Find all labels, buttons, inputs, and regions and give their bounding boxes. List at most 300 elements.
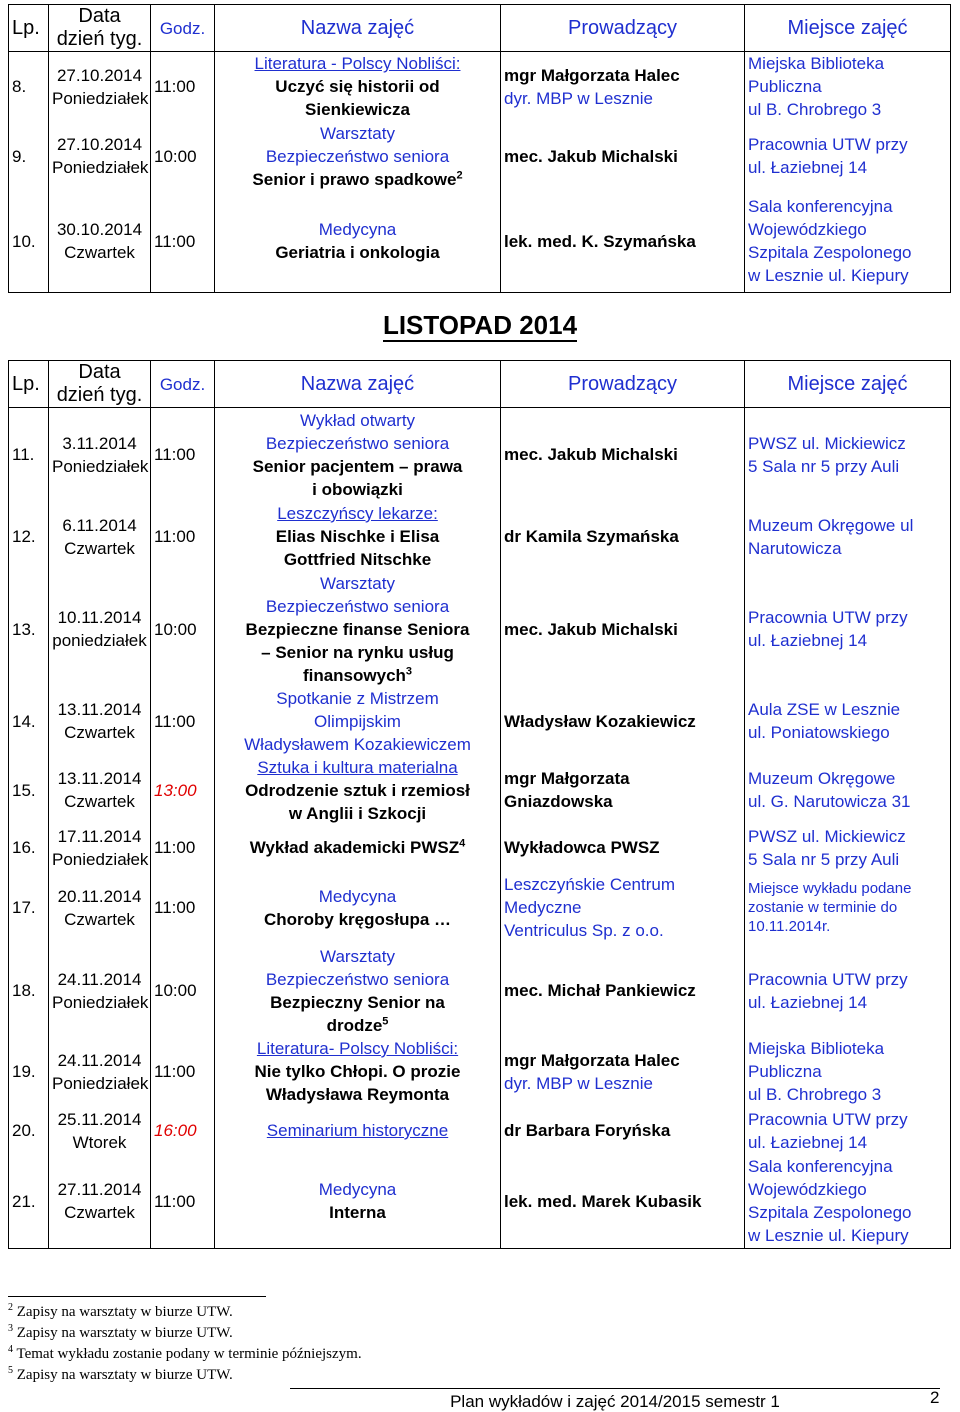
row-number: 9. xyxy=(9,122,49,191)
header-date: Data dzień tyg. xyxy=(49,361,151,408)
title-line xyxy=(218,641,497,664)
place-text: Wojewódzkiego xyxy=(748,220,867,240)
lecturer-text: dr Kamila Szymańska xyxy=(504,527,679,546)
date-value: 17.11.2014 xyxy=(57,826,142,846)
place-line xyxy=(748,1224,947,1247)
place-text: ul. Łaziebnej 14 xyxy=(748,631,868,650)
place-line xyxy=(748,98,947,121)
place-line xyxy=(748,218,947,241)
title-text: Bezpieczne finanse Seniora xyxy=(245,619,470,639)
title-text: Interna xyxy=(329,1203,386,1223)
footnote-ref: 4 xyxy=(459,837,466,850)
place-text: Pracownia UTW przy xyxy=(748,135,908,154)
row-place xyxy=(745,687,951,756)
row-time: 10:00 xyxy=(151,945,215,1037)
footnote-ref: 2 xyxy=(456,168,463,181)
row-lecturer xyxy=(501,871,745,945)
table-row xyxy=(9,572,951,687)
place-line xyxy=(748,195,947,218)
title-line xyxy=(218,572,497,595)
row-place xyxy=(745,1107,951,1155)
title-line xyxy=(218,945,497,968)
place-line xyxy=(748,1083,947,1106)
row-date xyxy=(49,756,151,825)
title-line xyxy=(218,779,497,802)
date-value: 10.11.2014 xyxy=(57,608,142,627)
row-place xyxy=(745,756,951,825)
date-value: 25.11.2014 xyxy=(57,1109,142,1129)
title-line xyxy=(218,548,497,571)
row-date xyxy=(49,572,151,687)
date-value: 3.11.2014 xyxy=(62,433,137,453)
date-value: 20.11.2014 xyxy=(57,886,142,906)
place-text: ul B. Chrobrego 3 xyxy=(748,1085,882,1104)
row-place xyxy=(745,945,951,1037)
title-line xyxy=(218,1178,497,1201)
header-time: Godz. xyxy=(151,5,215,52)
place-text: Muzeum Okręgowe xyxy=(748,769,896,788)
row-time: 11:00 xyxy=(151,502,215,572)
lecturer-text: mec. Jakub Michalski xyxy=(504,146,678,166)
lecturer-line xyxy=(504,710,741,733)
weekday: Wtorek xyxy=(72,1132,127,1152)
title-text: Warsztaty xyxy=(320,573,395,593)
place-line xyxy=(748,968,947,991)
lecturer-line xyxy=(504,979,741,1002)
place-line xyxy=(748,156,947,179)
place-text: PWSZ ul. Mickiewicz xyxy=(748,433,906,453)
row-number: 10. xyxy=(9,191,49,293)
place-text: ul. Łaziebnej 14 xyxy=(748,992,868,1012)
row-number: 13. xyxy=(9,572,49,687)
place-line xyxy=(748,133,947,156)
row-date xyxy=(49,52,151,122)
footnote-number: 3 xyxy=(8,1323,13,1334)
row-place xyxy=(745,1155,951,1249)
row-title xyxy=(215,122,501,191)
date-value: 13.11.2014 xyxy=(57,769,142,788)
october-rows xyxy=(9,52,951,293)
row-time: 11:00 xyxy=(151,871,215,945)
title-text: finansowych xyxy=(302,665,406,685)
place-line xyxy=(748,75,947,98)
title-text: w Anglii i Szkocji xyxy=(288,803,427,823)
place-line xyxy=(748,848,947,871)
row-title xyxy=(215,945,501,1037)
date-value: 30.10.2014 xyxy=(56,220,143,240)
title-text: Leszczyńscy lekarze: xyxy=(277,504,438,523)
place-text: 5 Sala nr 5 przy Auli xyxy=(748,456,900,476)
row-place xyxy=(745,825,951,871)
row-date xyxy=(49,191,151,293)
row-place xyxy=(745,191,951,293)
place-text: ul. G. Narutowicza 31 xyxy=(748,792,911,811)
lecturer-line xyxy=(504,896,741,919)
place-text: PWSZ ul. Mickiewicz xyxy=(748,826,906,846)
row-time: 11:00 xyxy=(151,687,215,756)
weekday: Poniedziałek xyxy=(52,1073,149,1093)
row-lecturer xyxy=(501,945,745,1037)
row-number: 8. xyxy=(9,52,49,122)
title-text: Nie tylko Chłopi. O prozie xyxy=(254,1062,461,1081)
footnote-text: Zapisy na warsztaty w biurze UTW. xyxy=(13,1325,233,1341)
place-line xyxy=(748,917,947,936)
footnote-text: Zapisy na warsztaty w biurze UTW. xyxy=(13,1304,233,1320)
weekday: Poniedziałek xyxy=(52,88,149,108)
place-text: Miejsce wykładu podane xyxy=(748,880,912,897)
lecturer-text: mgr Małgorzata xyxy=(504,769,630,788)
weekday: Poniedziałek xyxy=(52,992,149,1012)
lecturer-line xyxy=(504,1072,741,1095)
lecturer-line xyxy=(504,618,741,641)
weekday: Czwartek xyxy=(64,538,135,558)
lecturer-line xyxy=(504,64,741,87)
place-text: Szpitala Zespolonego xyxy=(748,1203,912,1223)
weekday: Czwartek xyxy=(64,243,135,263)
place-text: Miejska Biblioteka xyxy=(748,54,885,74)
lecturer-line xyxy=(504,836,741,859)
title-text: Medycyna xyxy=(318,220,397,240)
place-text: Muzeum Okręgowe ul xyxy=(748,515,914,535)
title-text: drodze xyxy=(326,1015,383,1035)
place-text: w Lesznie ul. Kiepury xyxy=(748,266,909,286)
row-title xyxy=(215,687,501,756)
title-line xyxy=(218,168,497,191)
place-line xyxy=(748,241,947,264)
title-text: Wykład otwarty xyxy=(299,410,416,430)
lecturer-text: lek. med. Marek Kubasik xyxy=(504,1191,702,1211)
row-title xyxy=(215,52,501,122)
header-place: Miejsce zajęć xyxy=(745,361,951,408)
title-line xyxy=(218,75,497,98)
row-lecturer xyxy=(501,825,745,871)
row-number: 18. xyxy=(9,945,49,1037)
row-lecturer xyxy=(501,687,745,756)
title-text: Władysławem Kozakiewiczem xyxy=(244,734,471,754)
title-text: Bezpieczny Senior na xyxy=(270,992,445,1012)
title-line xyxy=(218,836,497,859)
row-lecturer xyxy=(501,52,745,122)
title-text: Geriatria i onkologia xyxy=(275,243,440,263)
title-line xyxy=(218,618,497,641)
row-time: 10:00 xyxy=(151,572,215,687)
table-row xyxy=(9,1107,951,1155)
lecturer-line xyxy=(504,525,741,548)
weekday: Czwartek xyxy=(64,909,135,929)
title-line xyxy=(218,1201,497,1224)
place-text: Pracownia UTW przy xyxy=(748,969,908,989)
place-text: ul. Łaziebnej 14 xyxy=(748,158,868,177)
place-line xyxy=(748,790,947,813)
row-title xyxy=(215,871,501,945)
place-line xyxy=(748,537,947,560)
lecturer-text: mec. Jakub Michalski xyxy=(504,619,678,639)
row-title xyxy=(215,825,501,871)
row-time: 11:00 xyxy=(151,408,215,502)
place-text: zostanie w terminie do xyxy=(748,899,898,916)
title-line xyxy=(218,478,497,501)
footnote xyxy=(8,1323,362,1344)
lecturer-text: mgr Małgorzata Halec xyxy=(504,1050,680,1070)
lecturer-text: Władysław Kozakiewicz xyxy=(504,711,696,731)
place-line xyxy=(748,432,947,455)
title-line xyxy=(218,908,497,931)
row-date xyxy=(49,1107,151,1155)
place-line xyxy=(748,1131,947,1154)
row-date xyxy=(49,825,151,871)
october-schedule-table xyxy=(8,4,951,293)
title-text: Spotkanie z Mistrzem xyxy=(276,688,439,708)
title-text: Olimpijskim xyxy=(314,711,401,731)
footnote-text: Temat wykładu zostanie podany w terminie późniejszym. xyxy=(13,1346,362,1362)
title-line xyxy=(218,409,497,432)
row-time: 10:00 xyxy=(151,122,215,191)
lecturer-line xyxy=(504,145,741,168)
row-number: 16. xyxy=(9,825,49,871)
row-lecturer xyxy=(501,502,745,572)
row-place xyxy=(745,871,951,945)
place-line xyxy=(748,767,947,790)
page-number: 2 xyxy=(930,1388,940,1407)
title-text: i obowiązki xyxy=(312,479,403,499)
lecturer-text: mgr Małgorzata Halec xyxy=(504,65,680,85)
title-line xyxy=(218,710,497,733)
title-text: Warsztaty xyxy=(320,946,395,966)
place-text: Wojewódzkiego xyxy=(748,1180,867,1200)
title-line xyxy=(218,595,497,618)
table-row xyxy=(9,502,951,572)
row-place xyxy=(745,52,951,122)
place-text: Pracownia UTW przy xyxy=(748,608,908,627)
title-line xyxy=(218,991,497,1014)
place-line xyxy=(748,264,947,287)
title-line xyxy=(218,432,497,455)
lecturer-line xyxy=(504,443,741,466)
row-number: 21. xyxy=(9,1155,49,1249)
place-line xyxy=(748,1178,947,1201)
title-line xyxy=(218,802,497,825)
row-number: 11. xyxy=(9,408,49,502)
title-text: Sienkiewicza xyxy=(305,100,410,120)
footnote xyxy=(8,1302,362,1323)
title-line xyxy=(218,98,497,121)
place-line xyxy=(748,879,947,898)
row-time: 11:00 xyxy=(151,1155,215,1249)
november-rows xyxy=(9,408,951,1249)
title-line xyxy=(218,145,497,168)
table-row xyxy=(9,871,951,945)
row-lecturer xyxy=(501,408,745,502)
row-time: 16:00 xyxy=(151,1107,215,1155)
row-place xyxy=(745,1037,951,1107)
row-date xyxy=(49,122,151,191)
place-text: ul. Poniatowskiego xyxy=(748,723,890,742)
lecturer-line xyxy=(504,230,741,253)
footnote-number: 2 xyxy=(8,1302,13,1313)
footnote xyxy=(8,1344,362,1365)
title-line xyxy=(218,218,497,241)
title-line xyxy=(218,756,497,779)
header-lp: Lp. xyxy=(9,361,49,408)
row-title xyxy=(215,572,501,687)
lecturer-text: Leszczyńskie Centrum xyxy=(504,875,676,894)
place-text: ul B. Chrobrego 3 xyxy=(748,100,882,120)
date-value: 13.11.2014 xyxy=(57,700,142,719)
title-line xyxy=(218,525,497,548)
place-line xyxy=(748,629,947,652)
header-lecturer: Prowadzący xyxy=(501,5,745,52)
row-title xyxy=(215,756,501,825)
month-title: LISTOPAD 2014 xyxy=(382,310,578,340)
row-lecturer xyxy=(501,1107,745,1155)
place-text: Sala konferencyjna xyxy=(748,1157,893,1177)
row-lecturer xyxy=(501,756,745,825)
title-text: Bezpieczeństwo seniora xyxy=(265,146,450,166)
place-line xyxy=(748,1155,947,1178)
title-line xyxy=(218,122,497,145)
table-row xyxy=(9,945,951,1037)
header-lp: Lp. xyxy=(9,5,49,52)
row-time: 11:00 xyxy=(151,52,215,122)
title-text: Bezpieczeństwo seniora xyxy=(265,969,450,989)
row-date xyxy=(49,871,151,945)
row-title xyxy=(215,502,501,572)
weekday: Czwartek xyxy=(64,723,135,742)
lecturer-text: dr Barbara Foryńska xyxy=(504,1121,671,1140)
footnote-number: 4 xyxy=(8,1344,13,1355)
row-title xyxy=(215,1037,501,1107)
date-value: 27.10.2014 xyxy=(56,135,143,154)
row-number: 17. xyxy=(9,871,49,945)
title-line xyxy=(218,1060,497,1083)
table-row xyxy=(9,687,951,756)
title-line xyxy=(218,664,497,687)
row-lecturer xyxy=(501,572,745,687)
table-row xyxy=(9,825,951,871)
header-title: Nazwa zajęć xyxy=(215,361,501,408)
row-lecturer xyxy=(501,1037,745,1107)
title-line xyxy=(218,885,497,908)
lecturer-text: dyr. MBP w Lesznie xyxy=(504,88,653,108)
lecturer-line xyxy=(504,1190,741,1213)
lecturer-line xyxy=(504,1119,741,1142)
title-line xyxy=(218,968,497,991)
place-text: Aula ZSE w Lesznie xyxy=(748,700,901,719)
place-text: 10.11.2014r. xyxy=(748,918,831,935)
lecturer-text: mec. Michał Pankiewicz xyxy=(504,981,696,1000)
place-line xyxy=(748,1060,947,1083)
footnote-ref: 3 xyxy=(405,664,413,677)
lecturer-text: Gniazdowska xyxy=(504,792,613,811)
place-text: Pracownia UTW przy xyxy=(748,1109,908,1129)
row-title xyxy=(215,1155,501,1249)
row-date xyxy=(49,408,151,502)
row-date xyxy=(49,1155,151,1249)
place-line xyxy=(748,1108,947,1131)
table-row xyxy=(9,756,951,825)
lecturer-text: Wykładowca PWSZ xyxy=(504,838,660,857)
table-row xyxy=(9,1037,951,1107)
row-place xyxy=(745,122,951,191)
title-text: Elias Nischke i Elisa xyxy=(275,527,440,546)
place-line xyxy=(748,991,947,1014)
place-line xyxy=(748,1037,947,1060)
title-text: Władysława Reymonta xyxy=(265,1085,450,1104)
date-value: 24.11.2014 xyxy=(57,969,142,989)
title-line xyxy=(218,687,497,710)
footnote-number: 5 xyxy=(8,1365,13,1376)
place-line xyxy=(748,606,947,629)
title-text: Choroby kręgosłupa … xyxy=(263,909,452,929)
title-line xyxy=(218,1037,497,1060)
title-text: Sztuka i kultura materialna xyxy=(257,757,458,777)
row-title xyxy=(215,408,501,502)
weekday: Poniedziałek xyxy=(52,849,149,869)
lecturer-line xyxy=(504,87,741,110)
november-schedule-table xyxy=(8,360,951,1249)
weekday: Czwartek xyxy=(64,792,135,811)
row-time: 11:00 xyxy=(151,825,215,871)
table-row xyxy=(9,408,951,502)
row-time: 13:00 xyxy=(151,756,215,825)
footnote-text: Zapisy na warsztaty w biurze UTW. xyxy=(13,1367,233,1383)
title-text: Medycyna xyxy=(318,1180,397,1200)
header-time: Godz. xyxy=(151,361,215,408)
place-text: Szpitala Zespolonego xyxy=(748,243,912,263)
title-line xyxy=(218,52,497,75)
place-line xyxy=(748,698,947,721)
lecturer-text: Ventriculus Sp. z o.o. xyxy=(504,921,664,940)
row-number: 12. xyxy=(9,502,49,572)
place-text: Narutowicza xyxy=(748,538,842,558)
title-line xyxy=(218,1083,497,1106)
place-line xyxy=(748,825,947,848)
title-text: Warsztaty xyxy=(320,123,395,143)
place-line xyxy=(748,1201,947,1224)
row-date xyxy=(49,687,151,756)
lecturer-line xyxy=(504,790,741,813)
row-place xyxy=(745,408,951,502)
row-place xyxy=(745,572,951,687)
place-line xyxy=(748,455,947,478)
row-time: 11:00 xyxy=(151,191,215,293)
lecturer-text: mec. Jakub Michalski xyxy=(504,445,678,465)
title-line xyxy=(218,1119,497,1142)
title-text: Literatura - Polscy Nobliści: xyxy=(254,54,461,74)
date-value: 27.10.2014 xyxy=(56,65,143,85)
row-date xyxy=(49,1037,151,1107)
weekday: Poniedziałek xyxy=(52,158,149,177)
title-text: Bezpieczeństwo seniora xyxy=(265,596,450,616)
row-number: 20. xyxy=(9,1107,49,1155)
weekday: Poniedziałek xyxy=(52,456,149,476)
row-lecturer xyxy=(501,122,745,191)
title-text: Medycyna xyxy=(318,886,397,906)
row-title xyxy=(215,191,501,293)
weekday: Czwartek xyxy=(64,1203,135,1223)
lecturer-line xyxy=(504,919,741,942)
title-text: Bezpieczeństwo seniora xyxy=(265,433,450,453)
place-text: w Lesznie ul. Kiepury xyxy=(748,1226,909,1246)
title-text: Seminarium historyczne xyxy=(266,1121,449,1140)
title-text: Senior pacjentem – prawa xyxy=(252,456,463,476)
date-value: 24.11.2014 xyxy=(57,1050,142,1070)
header-lecturer: Prowadzący xyxy=(501,361,745,408)
table-row xyxy=(9,1155,951,1249)
lecturer-line xyxy=(504,873,741,896)
lecturer-text: lek. med. K. Szymańska xyxy=(504,231,696,251)
place-text: Miejska Biblioteka xyxy=(748,1039,885,1058)
